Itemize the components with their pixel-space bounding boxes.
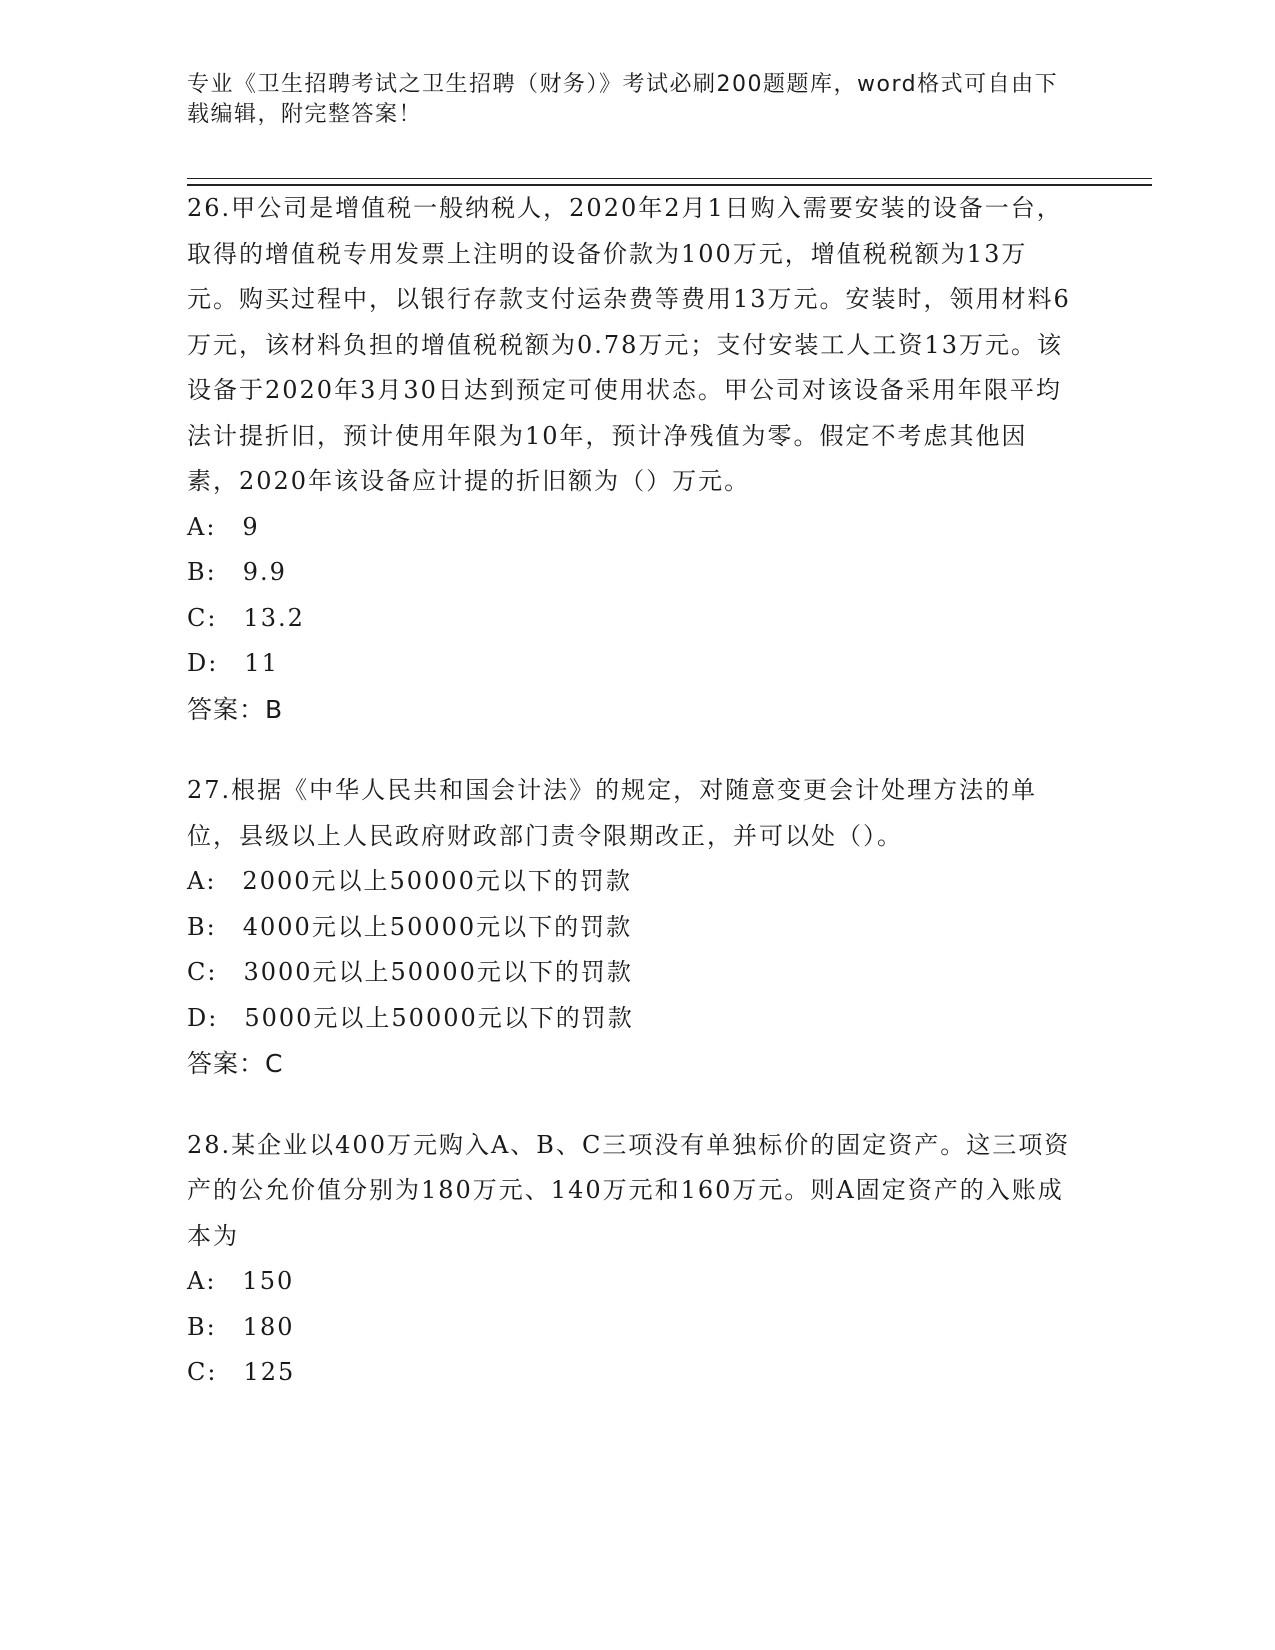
option-d bbox=[187, 996, 1152, 1042]
option-d bbox=[187, 641, 1152, 687]
answer-label: 答案： bbox=[187, 694, 266, 724]
option-letter: D: bbox=[187, 1003, 219, 1032]
option-text: 180 bbox=[242, 1312, 295, 1341]
option-letter: C: bbox=[187, 958, 218, 986]
option-b bbox=[187, 550, 1152, 596]
answer-line bbox=[187, 687, 1152, 733]
option-text: 125 bbox=[243, 1358, 296, 1386]
header-divider bbox=[187, 178, 1152, 186]
option-letter: B: bbox=[187, 1312, 217, 1341]
question-list bbox=[187, 186, 1152, 1432]
option-letter: A: bbox=[187, 1267, 217, 1295]
option-b bbox=[187, 1305, 1152, 1351]
question-26 bbox=[187, 186, 1152, 732]
option-text: 11 bbox=[244, 649, 279, 677]
answer-line bbox=[187, 1041, 1152, 1087]
option-letter: A: bbox=[187, 867, 217, 895]
option-text: 5000元以上50000元以下的罚款 bbox=[244, 1003, 634, 1032]
question-stem: 28.某企业以400万元购入A、B、C三项没有单独标价的固定资产。这三项资产的公允价值分别为180万元、140万元和160万元。则A固定资产的入账成本为 bbox=[187, 1130, 1071, 1250]
page-header: 专业《卫生招聘考试之卫生招聘（财务）》考试必刷200题题库，word格式可自由下载编辑，附完整答案！ bbox=[187, 72, 1059, 127]
option-text: 150 bbox=[242, 1267, 295, 1295]
option-letter: C: bbox=[187, 1358, 218, 1386]
question-27 bbox=[187, 768, 1152, 1087]
option-text: 4000元以上50000元以下的罚款 bbox=[242, 912, 633, 941]
option-letter: B: bbox=[187, 558, 217, 586]
question-stem: 27.根据《中华人民共和国会计法》的规定，对随意变更会计处理方法的单位，县级以上人民政府财政部门责令限期改正，并可以处（）。 bbox=[187, 776, 1038, 850]
option-text: 3000元以上50000元以下的罚款 bbox=[243, 958, 633, 986]
document-page bbox=[187, 70, 1152, 1386]
option-text: 9 bbox=[242, 512, 260, 541]
answer-label: 答案： bbox=[187, 1049, 266, 1078]
answer-value: B bbox=[265, 694, 284, 724]
question-stem: 26.甲公司是增值税一般纳税人，2020年2月1日购入需要安装的设备一台，取得的增值税专用发票上注明的设备价款为100万元，增值税税额为13万元。购买过程中，以银行存款支付运杂费等费用13万元。安装时，领用材料6万元，该材料负担的增值税税额为0.78万元；支付安装工人工资13万元。该设备于2020年3月30日达到预定可使用状态。甲公司对该设备采用年限平均法计提折旧，预计使用年限为10年，预计净残值为零。假定不考虑其他因素，2020年该设备应计提的折旧额为（）万元。 bbox=[187, 194, 1071, 495]
answer-value: C bbox=[265, 1049, 284, 1078]
option-letter: D: bbox=[187, 649, 219, 677]
option-c bbox=[187, 1350, 1152, 1396]
option-letter: A: bbox=[187, 512, 217, 541]
option-letter: B: bbox=[187, 912, 217, 941]
option-c bbox=[187, 596, 1152, 642]
option-c bbox=[187, 950, 1152, 996]
option-text: 13.2 bbox=[243, 603, 305, 632]
option-text: 9.9 bbox=[242, 558, 287, 586]
option-a bbox=[187, 505, 1152, 551]
option-text: 2000元以上50000元以下的罚款 bbox=[242, 867, 632, 895]
option-letter: C: bbox=[187, 603, 218, 632]
option-a bbox=[187, 859, 1152, 905]
option-a bbox=[187, 1259, 1152, 1305]
question-28 bbox=[187, 1123, 1152, 1396]
option-b bbox=[187, 905, 1152, 951]
